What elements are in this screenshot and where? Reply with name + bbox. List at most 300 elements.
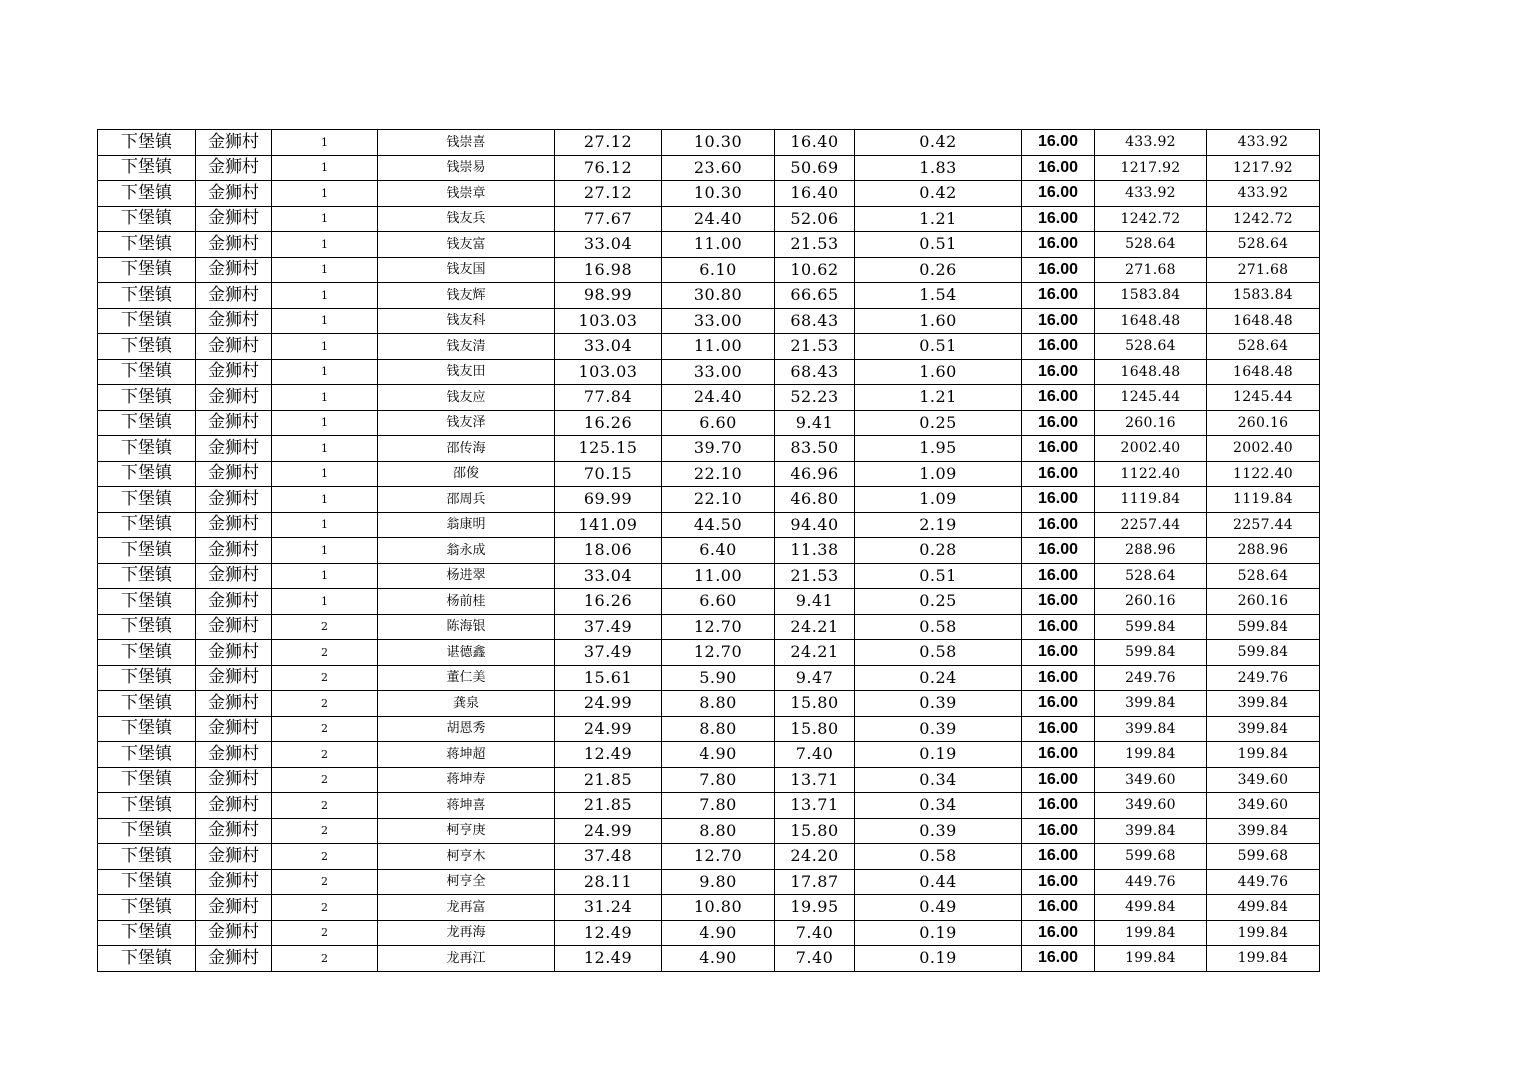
rate-cell: 16.00 [1022, 589, 1095, 615]
group-cell: 1 [272, 359, 378, 385]
name-cell: 谌德鑫 [378, 640, 555, 666]
value-cell-3: 17.87 [775, 869, 855, 895]
group-cell: 1 [272, 563, 378, 589]
total-cell-2: 1583.84 [1207, 283, 1320, 309]
village-cell: 金狮村 [196, 793, 272, 819]
value-cell-1: 31.24 [555, 895, 662, 921]
total-cell-2: 260.16 [1207, 589, 1320, 615]
table-row [98, 767, 1320, 793]
value-cell-4: 0.39 [855, 716, 1022, 742]
town-cell: 下堡镇 [98, 895, 196, 921]
value-cell-1: 37.48 [555, 844, 662, 870]
table-row [98, 385, 1320, 411]
value-cell-2: 8.80 [662, 818, 775, 844]
total-cell-1: 1217.92 [1095, 155, 1207, 181]
value-cell-1: 76.12 [555, 155, 662, 181]
value-cell-2: 12.70 [662, 844, 775, 870]
group-cell: 1 [272, 232, 378, 258]
village-cell: 金狮村 [196, 257, 272, 283]
rate-cell: 16.00 [1022, 665, 1095, 691]
table-row [98, 487, 1320, 513]
value-cell-4: 1.21 [855, 385, 1022, 411]
village-cell: 金狮村 [196, 869, 272, 895]
total-cell-1: 249.76 [1095, 665, 1207, 691]
village-cell: 金狮村 [196, 512, 272, 538]
total-cell-1: 1583.84 [1095, 283, 1207, 309]
value-cell-3: 11.38 [775, 538, 855, 564]
value-cell-2: 22.10 [662, 461, 775, 487]
value-cell-4: 0.39 [855, 818, 1022, 844]
value-cell-1: 16.26 [555, 589, 662, 615]
value-cell-2: 4.90 [662, 946, 775, 972]
name-cell: 钱友科 [378, 308, 555, 334]
village-cell: 金狮村 [196, 461, 272, 487]
rate-cell: 16.00 [1022, 946, 1095, 972]
value-cell-4: 0.19 [855, 742, 1022, 768]
total-cell-2: 1648.48 [1207, 308, 1320, 334]
town-cell: 下堡镇 [98, 716, 196, 742]
total-cell-1: 399.84 [1095, 716, 1207, 742]
name-cell: 龙再富 [378, 895, 555, 921]
value-cell-2: 4.90 [662, 920, 775, 946]
town-cell: 下堡镇 [98, 155, 196, 181]
value-cell-2: 11.00 [662, 334, 775, 360]
value-cell-1: 77.67 [555, 206, 662, 232]
name-cell: 钱友清 [378, 334, 555, 360]
town-cell: 下堡镇 [98, 130, 196, 156]
name-cell: 柯亨全 [378, 869, 555, 895]
value-cell-2: 10.30 [662, 130, 775, 156]
total-cell-2: 1245.44 [1207, 385, 1320, 411]
total-cell-2: 271.68 [1207, 257, 1320, 283]
total-cell-1: 349.60 [1095, 767, 1207, 793]
town-cell: 下堡镇 [98, 283, 196, 309]
value-cell-4: 0.51 [855, 232, 1022, 258]
value-cell-2: 9.80 [662, 869, 775, 895]
value-cell-2: 30.80 [662, 283, 775, 309]
town-cell: 下堡镇 [98, 844, 196, 870]
rate-cell: 16.00 [1022, 793, 1095, 819]
group-cell: 1 [272, 206, 378, 232]
value-cell-2: 24.40 [662, 385, 775, 411]
name-cell: 杨前桂 [378, 589, 555, 615]
table-row [98, 563, 1320, 589]
value-cell-4: 0.44 [855, 869, 1022, 895]
value-cell-4: 0.28 [855, 538, 1022, 564]
value-cell-2: 5.90 [662, 665, 775, 691]
value-cell-3: 21.53 [775, 232, 855, 258]
village-cell: 金狮村 [196, 232, 272, 258]
value-cell-2: 6.10 [662, 257, 775, 283]
total-cell-1: 1648.48 [1095, 359, 1207, 385]
value-cell-1: 70.15 [555, 461, 662, 487]
rate-cell: 16.00 [1022, 206, 1095, 232]
total-cell-1: 1242.72 [1095, 206, 1207, 232]
value-cell-2: 6.60 [662, 589, 775, 615]
total-cell-1: 199.84 [1095, 920, 1207, 946]
table-row [98, 589, 1320, 615]
village-cell: 金狮村 [196, 563, 272, 589]
group-cell: 1 [272, 130, 378, 156]
value-cell-1: 21.85 [555, 793, 662, 819]
value-cell-3: 15.80 [775, 716, 855, 742]
value-cell-3: 68.43 [775, 308, 855, 334]
value-cell-1: 37.49 [555, 640, 662, 666]
name-cell: 钱崇章 [378, 181, 555, 207]
value-cell-3: 21.53 [775, 563, 855, 589]
value-cell-3: 21.53 [775, 334, 855, 360]
town-cell: 下堡镇 [98, 946, 196, 972]
village-cell: 金狮村 [196, 640, 272, 666]
value-cell-2: 22.10 [662, 487, 775, 513]
value-cell-3: 7.40 [775, 946, 855, 972]
value-cell-2: 11.00 [662, 563, 775, 589]
name-cell: 董仁美 [378, 665, 555, 691]
rate-cell: 16.00 [1022, 359, 1095, 385]
village-cell: 金狮村 [196, 538, 272, 564]
table-row [98, 206, 1320, 232]
table-row [98, 742, 1320, 768]
table-row [98, 410, 1320, 436]
name-cell: 蒋坤超 [378, 742, 555, 768]
town-cell: 下堡镇 [98, 665, 196, 691]
group-cell: 1 [272, 410, 378, 436]
value-cell-4: 0.25 [855, 589, 1022, 615]
village-cell: 金狮村 [196, 410, 272, 436]
total-cell-2: 599.68 [1207, 844, 1320, 870]
rate-cell: 16.00 [1022, 716, 1095, 742]
town-cell: 下堡镇 [98, 742, 196, 768]
value-cell-3: 19.95 [775, 895, 855, 921]
total-cell-2: 449.76 [1207, 869, 1320, 895]
value-cell-3: 46.80 [775, 487, 855, 513]
value-cell-2: 11.00 [662, 232, 775, 258]
value-cell-2: 7.80 [662, 793, 775, 819]
value-cell-2: 8.80 [662, 691, 775, 717]
rate-cell: 16.00 [1022, 563, 1095, 589]
value-cell-4: 0.34 [855, 767, 1022, 793]
village-cell: 金狮村 [196, 767, 272, 793]
total-cell-2: 599.84 [1207, 614, 1320, 640]
total-cell-2: 2002.40 [1207, 436, 1320, 462]
value-cell-1: 27.12 [555, 130, 662, 156]
value-cell-4: 0.58 [855, 844, 1022, 870]
total-cell-1: 433.92 [1095, 181, 1207, 207]
rate-cell: 16.00 [1022, 844, 1095, 870]
total-cell-1: 260.16 [1095, 410, 1207, 436]
value-cell-4: 0.58 [855, 614, 1022, 640]
value-cell-1: 24.99 [555, 716, 662, 742]
town-cell: 下堡镇 [98, 563, 196, 589]
value-cell-2: 10.30 [662, 181, 775, 207]
rate-cell: 16.00 [1022, 691, 1095, 717]
rate-cell: 16.00 [1022, 257, 1095, 283]
name-cell: 翁康明 [378, 512, 555, 538]
name-cell: 钱友国 [378, 257, 555, 283]
name-cell: 钱友辉 [378, 283, 555, 309]
value-cell-3: 15.80 [775, 818, 855, 844]
value-cell-4: 0.42 [855, 130, 1022, 156]
group-cell: 1 [272, 257, 378, 283]
value-cell-4: 1.09 [855, 461, 1022, 487]
total-cell-2: 1648.48 [1207, 359, 1320, 385]
total-cell-2: 2257.44 [1207, 512, 1320, 538]
group-cell: 1 [272, 283, 378, 309]
group-cell: 1 [272, 308, 378, 334]
total-cell-1: 2002.40 [1095, 436, 1207, 462]
value-cell-4: 2.19 [855, 512, 1022, 538]
rate-cell: 16.00 [1022, 436, 1095, 462]
town-cell: 下堡镇 [98, 869, 196, 895]
town-cell: 下堡镇 [98, 920, 196, 946]
value-cell-4: 0.24 [855, 665, 1022, 691]
total-cell-2: 260.16 [1207, 410, 1320, 436]
total-cell-1: 260.16 [1095, 589, 1207, 615]
table-row [98, 869, 1320, 895]
value-cell-2: 39.70 [662, 436, 775, 462]
value-cell-1: 69.99 [555, 487, 662, 513]
total-cell-2: 349.60 [1207, 793, 1320, 819]
town-cell: 下堡镇 [98, 257, 196, 283]
value-cell-3: 16.40 [775, 130, 855, 156]
rate-cell: 16.00 [1022, 742, 1095, 768]
value-cell-3: 68.43 [775, 359, 855, 385]
value-cell-2: 44.50 [662, 512, 775, 538]
value-cell-4: 0.58 [855, 640, 1022, 666]
value-cell-3: 52.23 [775, 385, 855, 411]
name-cell: 邵周兵 [378, 487, 555, 513]
total-cell-2: 1242.72 [1207, 206, 1320, 232]
town-cell: 下堡镇 [98, 691, 196, 717]
village-cell: 金狮村 [196, 308, 272, 334]
value-cell-1: 12.49 [555, 946, 662, 972]
table-row [98, 155, 1320, 181]
total-cell-1: 433.92 [1095, 130, 1207, 156]
village-cell: 金狮村 [196, 206, 272, 232]
town-cell: 下堡镇 [98, 308, 196, 334]
value-cell-4: 0.25 [855, 410, 1022, 436]
value-cell-1: 12.49 [555, 742, 662, 768]
table-row [98, 334, 1320, 360]
group-cell: 2 [272, 640, 378, 666]
value-cell-3: 24.21 [775, 640, 855, 666]
value-cell-1: 33.04 [555, 232, 662, 258]
group-cell: 1 [272, 334, 378, 360]
value-cell-3: 24.20 [775, 844, 855, 870]
village-cell: 金狮村 [196, 665, 272, 691]
total-cell-1: 449.76 [1095, 869, 1207, 895]
total-cell-1: 1648.48 [1095, 308, 1207, 334]
table-row [98, 818, 1320, 844]
name-cell: 蒋坤喜 [378, 793, 555, 819]
value-cell-1: 103.03 [555, 359, 662, 385]
town-cell: 下堡镇 [98, 181, 196, 207]
table-row [98, 716, 1320, 742]
value-cell-4: 0.51 [855, 334, 1022, 360]
table-body [98, 130, 1320, 972]
rate-cell: 16.00 [1022, 487, 1095, 513]
value-cell-3: 50.69 [775, 155, 855, 181]
village-cell: 金狮村 [196, 436, 272, 462]
value-cell-1: 125.15 [555, 436, 662, 462]
town-cell: 下堡镇 [98, 538, 196, 564]
group-cell: 1 [272, 512, 378, 538]
total-cell-2: 433.92 [1207, 130, 1320, 156]
village-cell: 金狮村 [196, 385, 272, 411]
total-cell-2: 199.84 [1207, 946, 1320, 972]
total-cell-2: 528.64 [1207, 334, 1320, 360]
name-cell: 柯亨庚 [378, 818, 555, 844]
table-row [98, 614, 1320, 640]
rate-cell: 16.00 [1022, 614, 1095, 640]
rate-cell: 16.00 [1022, 232, 1095, 258]
value-cell-2: 7.80 [662, 767, 775, 793]
name-cell: 邵俊 [378, 461, 555, 487]
table-row [98, 130, 1320, 156]
value-cell-3: 15.80 [775, 691, 855, 717]
value-cell-3: 9.41 [775, 410, 855, 436]
group-cell: 2 [272, 869, 378, 895]
table-row [98, 920, 1320, 946]
total-cell-1: 528.64 [1095, 232, 1207, 258]
value-cell-1: 103.03 [555, 308, 662, 334]
group-cell: 1 [272, 487, 378, 513]
rate-cell: 16.00 [1022, 283, 1095, 309]
name-cell: 蒋坤寿 [378, 767, 555, 793]
value-cell-4: 1.83 [855, 155, 1022, 181]
village-cell: 金狮村 [196, 155, 272, 181]
name-cell: 钱友兵 [378, 206, 555, 232]
value-cell-3: 13.71 [775, 793, 855, 819]
town-cell: 下堡镇 [98, 589, 196, 615]
rate-cell: 16.00 [1022, 334, 1095, 360]
value-cell-1: 33.04 [555, 334, 662, 360]
value-cell-3: 7.40 [775, 742, 855, 768]
group-cell: 2 [272, 742, 378, 768]
village-cell: 金狮村 [196, 691, 272, 717]
total-cell-2: 499.84 [1207, 895, 1320, 921]
town-cell: 下堡镇 [98, 206, 196, 232]
value-cell-3: 9.41 [775, 589, 855, 615]
group-cell: 2 [272, 818, 378, 844]
village-cell: 金狮村 [196, 589, 272, 615]
value-cell-4: 1.09 [855, 487, 1022, 513]
total-cell-2: 1217.92 [1207, 155, 1320, 181]
value-cell-2: 33.00 [662, 308, 775, 334]
value-cell-1: 77.84 [555, 385, 662, 411]
total-cell-2: 349.60 [1207, 767, 1320, 793]
town-cell: 下堡镇 [98, 334, 196, 360]
rate-cell: 16.00 [1022, 410, 1095, 436]
name-cell: 杨进翠 [378, 563, 555, 589]
group-cell: 2 [272, 665, 378, 691]
data-table [97, 129, 1320, 972]
value-cell-4: 0.26 [855, 257, 1022, 283]
total-cell-1: 528.64 [1095, 563, 1207, 589]
table-row [98, 283, 1320, 309]
name-cell: 龙再江 [378, 946, 555, 972]
value-cell-2: 10.80 [662, 895, 775, 921]
table-row [98, 793, 1320, 819]
total-cell-2: 433.92 [1207, 181, 1320, 207]
value-cell-4: 0.34 [855, 793, 1022, 819]
town-cell: 下堡镇 [98, 767, 196, 793]
value-cell-3: 52.06 [775, 206, 855, 232]
name-cell: 钱友富 [378, 232, 555, 258]
name-cell: 钱崇易 [378, 155, 555, 181]
value-cell-3: 94.40 [775, 512, 855, 538]
group-cell: 1 [272, 436, 378, 462]
total-cell-1: 199.84 [1095, 946, 1207, 972]
value-cell-2: 4.90 [662, 742, 775, 768]
village-cell: 金狮村 [196, 818, 272, 844]
total-cell-1: 1245.44 [1095, 385, 1207, 411]
value-cell-4: 1.60 [855, 308, 1022, 334]
group-cell: 1 [272, 181, 378, 207]
total-cell-2: 528.64 [1207, 232, 1320, 258]
total-cell-2: 599.84 [1207, 640, 1320, 666]
rate-cell: 16.00 [1022, 895, 1095, 921]
town-cell: 下堡镇 [98, 436, 196, 462]
value-cell-1: 24.99 [555, 691, 662, 717]
town-cell: 下堡镇 [98, 410, 196, 436]
value-cell-3: 46.96 [775, 461, 855, 487]
total-cell-2: 199.84 [1207, 742, 1320, 768]
value-cell-1: 12.49 [555, 920, 662, 946]
rate-cell: 16.00 [1022, 767, 1095, 793]
rate-cell: 16.00 [1022, 869, 1095, 895]
group-cell: 2 [272, 946, 378, 972]
value-cell-3: 9.47 [775, 665, 855, 691]
total-cell-2: 528.64 [1207, 563, 1320, 589]
value-cell-3: 83.50 [775, 436, 855, 462]
village-cell: 金狮村 [196, 946, 272, 972]
value-cell-3: 10.62 [775, 257, 855, 283]
village-cell: 金狮村 [196, 283, 272, 309]
group-cell: 2 [272, 895, 378, 921]
value-cell-1: 141.09 [555, 512, 662, 538]
rate-cell: 16.00 [1022, 538, 1095, 564]
village-cell: 金狮村 [196, 742, 272, 768]
total-cell-1: 349.60 [1095, 793, 1207, 819]
table-row [98, 665, 1320, 691]
group-cell: 2 [272, 844, 378, 870]
value-cell-1: 28.11 [555, 869, 662, 895]
group-cell: 1 [272, 589, 378, 615]
rate-cell: 16.00 [1022, 640, 1095, 666]
group-cell: 2 [272, 920, 378, 946]
group-cell: 2 [272, 691, 378, 717]
value-cell-4: 0.49 [855, 895, 1022, 921]
value-cell-2: 33.00 [662, 359, 775, 385]
value-cell-4: 0.42 [855, 181, 1022, 207]
total-cell-2: 1119.84 [1207, 487, 1320, 513]
table-row [98, 640, 1320, 666]
table-row [98, 181, 1320, 207]
value-cell-3: 66.65 [775, 283, 855, 309]
group-cell: 1 [272, 385, 378, 411]
rate-cell: 16.00 [1022, 385, 1095, 411]
table-row [98, 691, 1320, 717]
value-cell-1: 16.26 [555, 410, 662, 436]
total-cell-1: 399.84 [1095, 818, 1207, 844]
value-cell-3: 7.40 [775, 920, 855, 946]
value-cell-1: 98.99 [555, 283, 662, 309]
value-cell-2: 8.80 [662, 716, 775, 742]
name-cell: 胡恩秀 [378, 716, 555, 742]
name-cell: 龙再海 [378, 920, 555, 946]
total-cell-2: 399.84 [1207, 691, 1320, 717]
